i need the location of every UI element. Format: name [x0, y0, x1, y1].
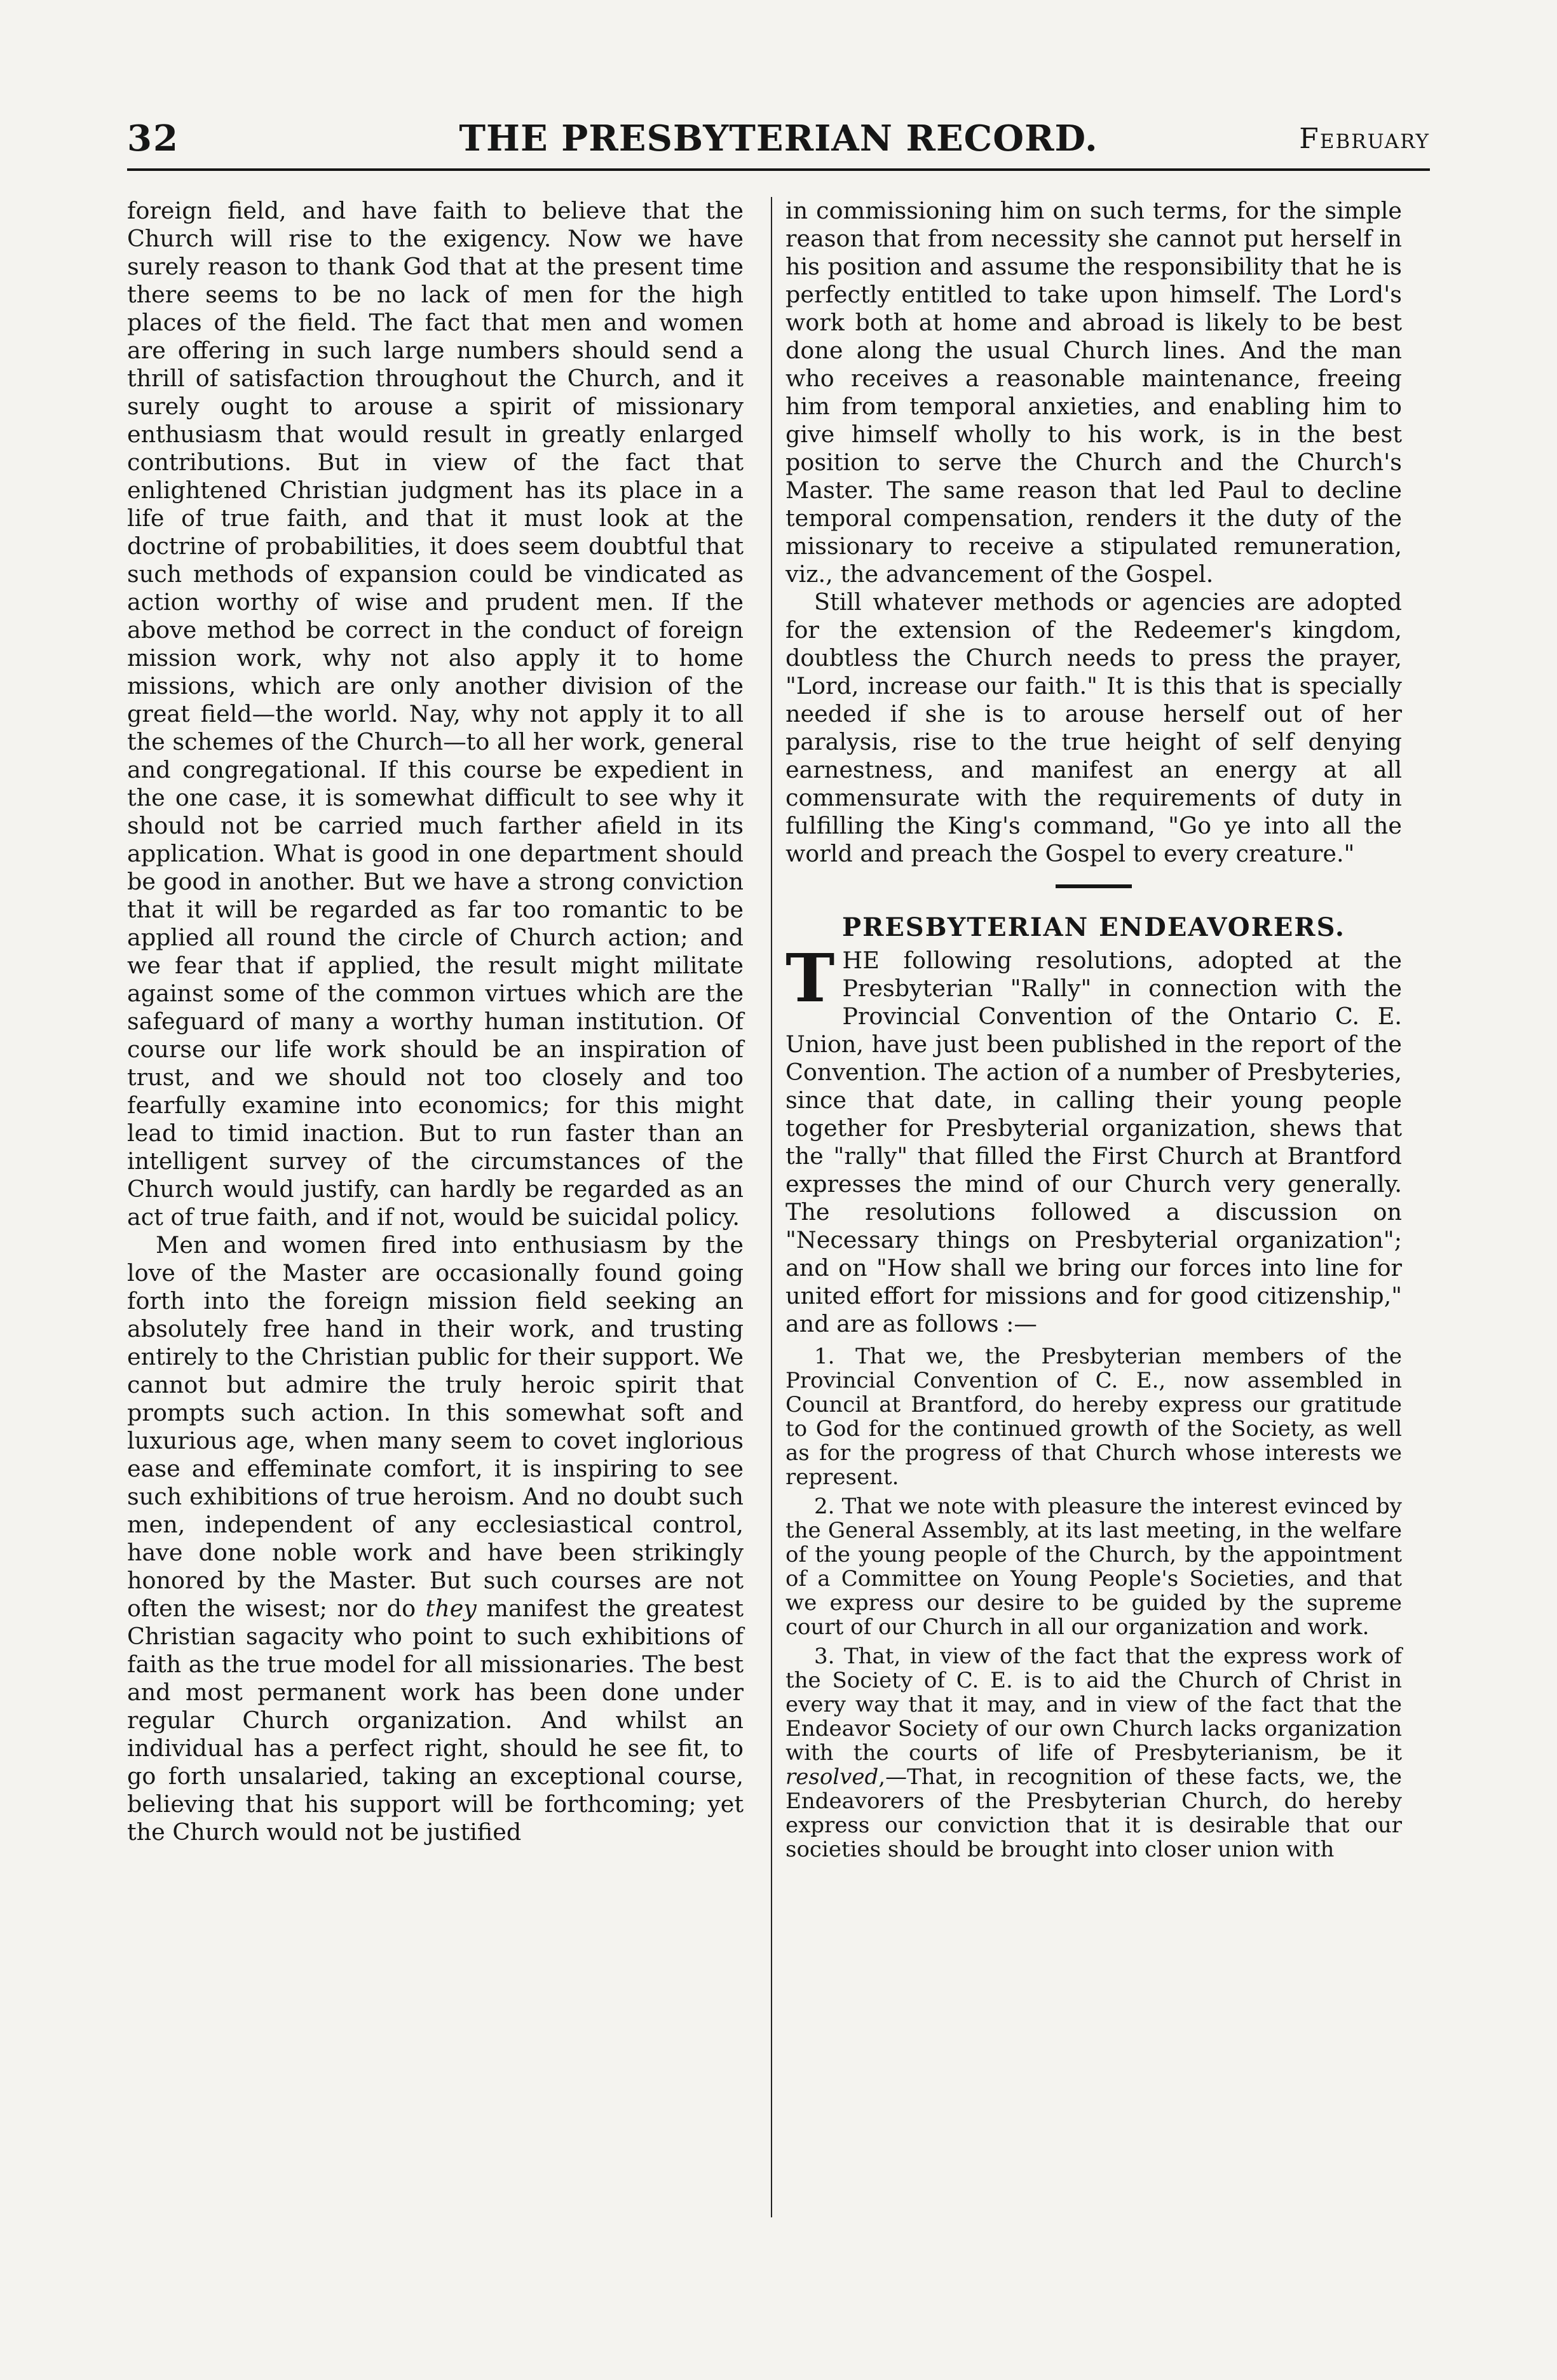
resolution-item: 1. That we, the Presbyterian members of the Provincial Convention of C. E., now assembled in Council at Brantford, do hereby express our gratitude to God for the continued growth of the Society, as well as for the progress of that Church whose interests we represent. [785, 1344, 1402, 1490]
emphasis-text: they [425, 1595, 477, 1622]
page-number: 32 [127, 118, 179, 159]
emphasis-text: resolved [785, 1764, 879, 1790]
paragraph: Still whatever methods or agencies are adopted for the extension of the Redeemer's kingdom, doubtless the Church needs to press the prayer, "Lord, increase our faith." It is this that is specially needed if she is to arouse herself out of her paralysis, rise to the true height of self denying earnestness, and manifest an energy at all commensurate with the requirements of duty in fulfilling the King's command, "Go ye into all the world and preach the Gospel to every creature." [785, 588, 1402, 867]
column-divider [771, 197, 772, 2217]
resolutions-list [785, 1344, 1402, 1862]
left-column [127, 197, 744, 1846]
page-header [127, 118, 1430, 171]
journal-title: THE PRESBYTERIAN RECORD. [459, 118, 1098, 159]
paragraph: in commissioning him on such terms, for the simple reason that from necessity she cannot put herself in his position and assume the responsibility that he is perfectly entitled to take upon himself. The Lord's work both at home and abroad is likely to be best done along the usual Church lines. And the man who receives a reasonable maintenance, freeing him from temporal anxieties, and enabling him to give himself wholly to his work, is in the best position to serve the Church and the Church's Master. The same reason that led Paul to decline temporal compensation, renders it the duty of the missionary to receive a stipulated remuneration, viz., the advancement of the Gospel. [785, 197, 1402, 588]
right-column [785, 197, 1402, 1867]
paragraph [127, 1231, 744, 1846]
resolution-item: 2. That we note with pleasure the interest evinced by the General Assembly, at its last meeting, in the welfare of the young people of the Church, by the appointment of a Committee on Young People's Societies, and that we express our desire to be guided by the supreme court of our Church in all our organization and work. [785, 1494, 1402, 1640]
paragraph-text: manifest the greatest Christian sagacity who point to such exhibitions of faith as the true model for all missionaries. The best and most permanent work has been done under regular Church organization. And whilst an individual has a perfect right, should he see fit, to go forth unsalaried, taking an exceptional course, believing that his support will be forthcoming; yet the Church would not be justified [127, 1595, 744, 1846]
section-separator [1056, 884, 1132, 888]
paragraph-text: Men and women fired into enthusiasm by the love of the Master are occasionally found going forth into the foreign mission field seeking an absolutely free hand in their work, and trusting entirely to the Christian public for their support. We cannot but admire the truly heroic spirit that prompts such action. In this somewhat soft and luxurious age, when many seem to covet inglorious ease and effeminate comfort, it is inspiring to see such exhibitions of true heroism. And no doubt such men, independent of any ecclesiastical control, have done noble work and have been strikingly honored by the Master. But such courses are not often the wisest; nor do [127, 1231, 744, 1622]
issue-month: February [1299, 123, 1430, 155]
intro-paragraph [785, 939, 1402, 1338]
section-heading: PRESBYTERIAN ENDEAVORERS. [842, 912, 1345, 942]
drop-cap: T [785, 939, 835, 1017]
paragraph-text: HE following resolutions, adopted at the Presbyterian "Rally" in connection with the Provincial Convention of the Ontario C. E. Union, have just been published in the report of the Convention. The action of a number of Presbyteries, since that date, in calling their young people together for Presbyterial organization, shews that the "rally" that filled the First Church at Brantford expresses the mind of our Church very generally. The resolutions followed a discussion on "Necessary things on Presbyterial organization"; and on "How shall we bring our forces into line for united effort for missions and for good citizenship," and are as follows :— [785, 947, 1402, 1337]
paragraph-text: ,—That, in recognition of these facts, we, the Endeavorers of the Presbyterian Church, do hereby express our conviction that it is desirable that our societies should be brought into closer union with [785, 1764, 1402, 1862]
resolution-item [785, 1644, 1402, 1862]
paragraph-text: 3. That, in view of the fact that the express work of the Society of C. E. is to aid the Church of Christ in every way that it may, and in view of the fact that the Endeavor Society of our own Church lacks organization with the courts of life of Presbyterianism, be it [785, 1644, 1402, 1766]
paragraph: foreign field, and have faith to believe that the Church will rise to the exigency. Now we have surely reason to thank God that at the present time there seems to be no lack of men for the high places of the field. The fact that men and women are offering in such large numbers should send a thrill of satisfaction throughout the Church, and it surely ought to arouse a spirit of missionary enthusiasm that would result in greatly enlarged contributions. But in view of the fact that enlightened Christian judgment has its place in a life of true faith, and that it must look at the doctrine of probabilities, it does seem doubtful that such methods of expansion could be vindicated as action worthy of wise and prudent men. If the above method be correct in the conduct of foreign mission work, why not also apply it to home missions, which are only another division of the great field—the world. Nay, why not apply it to all the schemes of the Church—to all her work, general and congregational. If this course be expedient in the one case, it is somewhat difficult to see why it should not be carried much farther afield in its application. What is good in one department should be good in another. But we have a strong conviction that it will be regarded as far too romantic to be applied all round the circle of Church action; and we fear that if applied, the result might militate against some of the common virtues which are the safeguard of many a worthy human institution. Of course our life work should be an inspiration of trust, and we should not too closely and too fearfully examine into economics; for this might lead to timid inaction. But to run faster than an intelligent survey of the circumstances of the Church would justify, can hardly be regarded as an act of true faith, and if not, would be suicidal policy. [127, 197, 744, 1231]
